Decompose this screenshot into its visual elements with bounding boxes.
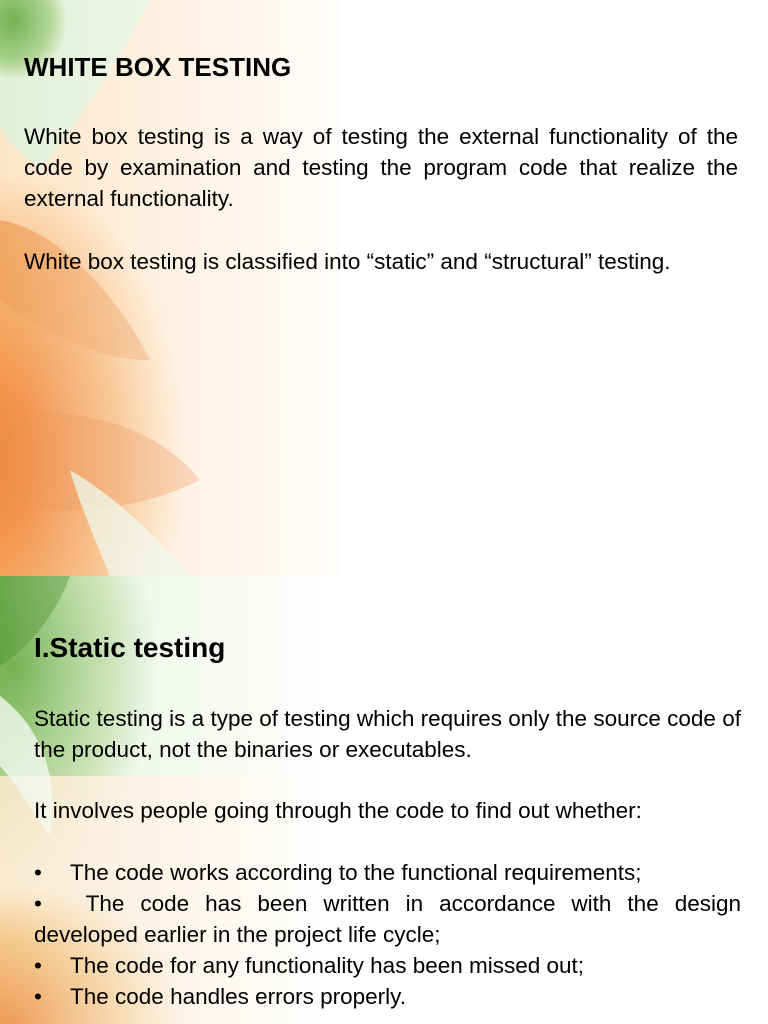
paragraph-static-definition: Static testing is a type of testing which requires only the source code of the product, not the binaries or executables. [34,706,741,762]
bullet-icon: • [34,860,42,885]
section-title: I.Static testing [34,632,226,663]
requirements-list [34,857,741,1012]
list-item-text: The code has been written in accordance with the design developed earlier in the project life cycle; [34,891,741,947]
bullet-icon: • [34,891,42,916]
list-item-text: The code works according to the functional requirements; [70,860,642,885]
list-item [34,950,741,981]
paragraph-classification: White box testing is classified into “static” and “structural” testing. [24,249,671,274]
list-item-text: The code handles errors properly. [70,984,407,1009]
list-item [34,857,741,888]
list-item [34,981,741,1012]
bullet-icon: • [34,984,42,1009]
paragraph-definition: White box testing is a way of testing the external functionality of the code by examination and testing the program code that realize the external functionality. [24,124,738,211]
list-item [34,888,741,950]
bullet-icon: • [34,953,42,978]
list-item-text: The code for any functionality has been missed out; [70,953,585,978]
paragraph-involves: It involves people going through the code to find out whether: [34,798,642,823]
slide-title: WHITE BOX TESTING [24,52,292,82]
